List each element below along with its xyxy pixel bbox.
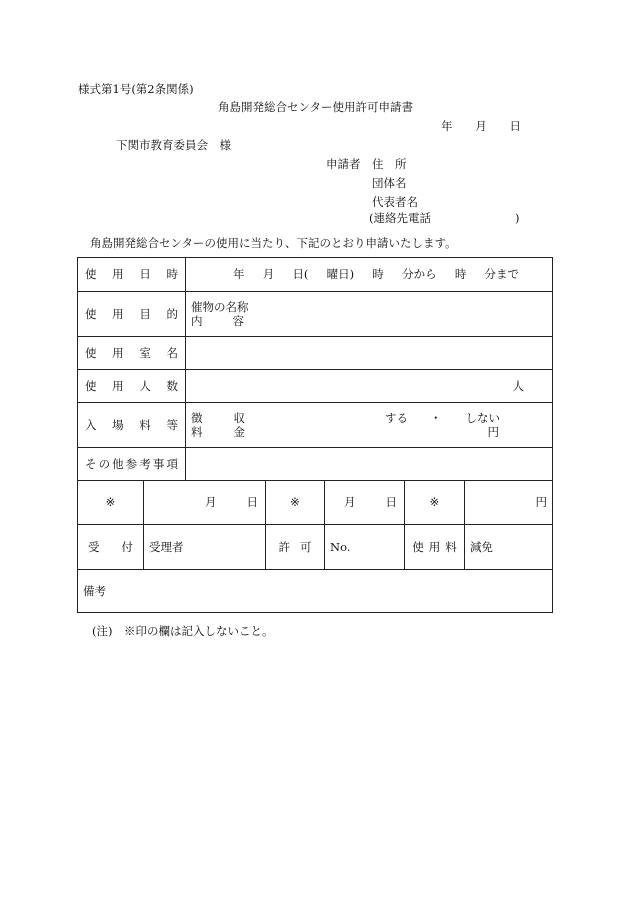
fee-unit: 円 [487,425,500,439]
admission-fee-field[interactable] [186,403,553,448]
event-name-label: 催物の名称 [191,299,249,314]
applicant-phone-label: (連絡先電話 [369,211,431,225]
footnote: (注) ※印の欄は記入しないこと。 [92,624,274,638]
reception-mark: ※ [78,481,144,525]
usage-datetime-label: 使 用 日 時 [78,258,186,292]
attendees-label: 使 用 人 数 [78,370,186,403]
applicant-phone-close: ) [515,211,520,225]
row-room-name [78,337,553,370]
applicant-representative-label: 代表者名 [372,195,418,209]
permit-date-field: 月 日 [325,481,405,525]
date-month: 月 [475,119,487,133]
reception-date-field: 月 日 [144,481,266,525]
usage-datetime-field[interactable]: 年 月 日( 曜日) 時 分から 時 分まで [186,258,553,292]
document-title: 角島開発総合センター使用許可申請書 [218,100,414,114]
addressee: 下関市教育委員会 様 [116,138,231,152]
usage-fee-amount: 円 [465,481,553,525]
receiver-field: 受理者 [144,525,266,570]
row-attendees [78,370,553,403]
applicant-address-label: 住 所 [372,157,407,171]
application-form-table [77,257,553,613]
applicant-label: 申請者 [326,157,361,171]
event-content-label: 内 容 [191,314,244,328]
attendees-field[interactable] [186,370,553,403]
admission-fee-label: 入 場 料 等 [78,403,186,448]
permit-label: 許 可 [266,525,325,570]
remarks-label: 備考 [83,583,106,598]
date-year: 年 [441,119,453,133]
permit-number-field: No. [325,525,405,570]
fee-collection-label: 徴 収 [191,410,245,425]
row-admission-fee [78,403,553,448]
fee-exemption-field: 減免 [465,525,553,570]
fee-mark: ※ [405,481,465,525]
fee-option-no[interactable]: しない [465,410,500,425]
room-name-label: 使 用 室 名 [78,337,186,370]
permit-mark: ※ [266,481,325,525]
usage-fee-label: 使 用 料 [405,525,465,570]
usage-purpose-field[interactable] [186,292,553,337]
remarks-field[interactable] [78,570,553,613]
row-office-dates [78,481,553,525]
fee-option-separator: ・ [430,410,442,425]
fee-amount-label: 料 金 [191,425,245,439]
usage-purpose-label: 使 用 目 的 [78,292,186,337]
other-notes-label: そ の 他 参 考 事 項 [78,448,186,481]
row-usage-datetime [78,258,553,292]
row-remarks [78,570,553,613]
row-office-details [78,525,553,570]
application-date [441,121,521,133]
other-notes-field[interactable] [186,448,553,481]
row-usage-purpose [78,292,553,337]
fee-option-yes[interactable]: する [385,410,408,425]
row-other-notes [78,448,553,481]
room-name-field[interactable] [186,337,553,370]
applicant-group-label: 団体名 [372,176,407,190]
form-number: 様式第1号(第2条関係) [78,82,194,96]
attendees-unit: 人 [512,378,525,393]
intro-text: 角島開発総合センターの使用に当たり、下記のとおり申請いたします。 [90,236,457,250]
date-day: 日 [509,119,521,133]
reception-label: 受 付 [78,525,144,570]
